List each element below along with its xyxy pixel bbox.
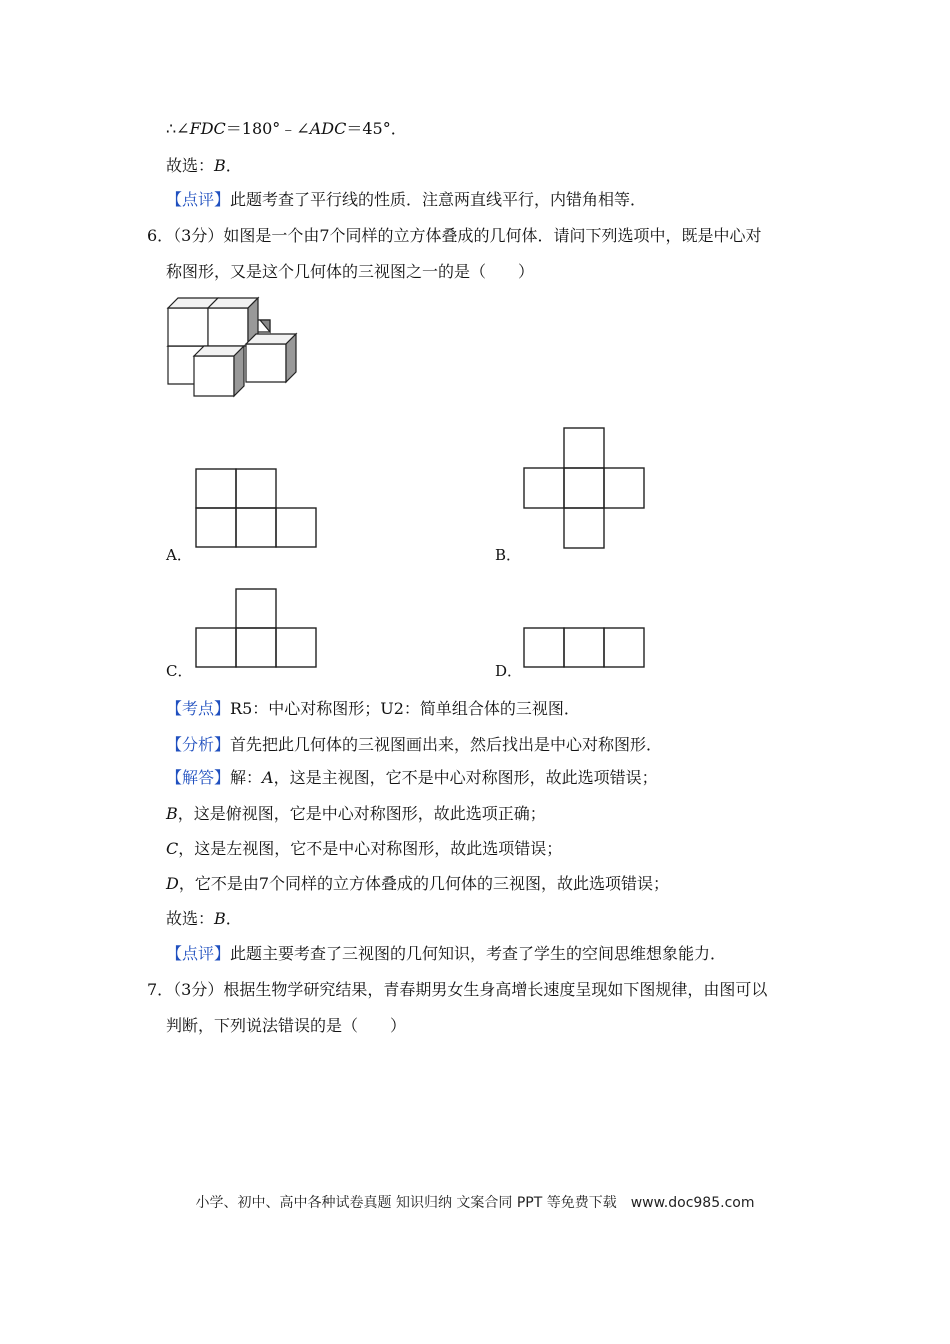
review-tag: 【点评】: [166, 190, 231, 209]
fenxi-tag: 【分析】: [166, 735, 231, 754]
option-d-figure: [523, 626, 647, 670]
q7-stem-line1: 7．（3分）根据生物学研究结果，青春期男女生身高增长速度呈现如下图规律，由图可以: [147, 980, 768, 999]
conclusion-line: ∴∠FDC＝180°﹣∠ADC＝45°．: [166, 119, 407, 138]
q7-stem-line2: 判断，下列说法错误的是（ ）: [166, 1016, 407, 1035]
q6-stem-line2: 称图形，又是这个几何体的三视图之一的是（ ）: [166, 262, 535, 281]
cube-stack-figure: [164, 292, 304, 400]
kaodian-tag: 【考点】: [166, 699, 231, 718]
fenxi-line: 【分析】首先把此几何体的三视图画出来，然后找出是中心对称图形．: [166, 735, 663, 754]
option-b-figure: [523, 427, 647, 551]
q6-answer: 故选：B．: [166, 909, 242, 928]
jieda-line2: B，这是俯视图，它是中心对称图形，故此选项正确；: [166, 804, 546, 823]
q6-review: 【点评】此题主要考查了三视图的几何知识，考查了学生的空间思维想象能力．: [166, 944, 727, 963]
prev-review: 【点评】此题考查了平行线的性质．注意两直线平行，内错角相等．: [166, 190, 647, 209]
option-a-figure: [195, 467, 319, 551]
option-c-label[interactable]: C．: [166, 662, 193, 680]
jieda-line4: D，它不是由7个同样的立方体叠成的几何体的三视图，故此选项错误；: [166, 874, 670, 893]
jieda-line3: C，这是左视图，它不是中心对称图形，故此选项错误；: [166, 839, 563, 858]
option-d-label[interactable]: D．: [495, 662, 523, 680]
option-c-figure: [195, 587, 319, 671]
page-footer: 小学、初中、高中各种试卷真题 知识归纳 文案合同 PPT 等免费下载 www.doc985.com: [195, 1195, 755, 1211]
q6-stem-line1: 6．（3分）如图是一个由7个同样的立方体叠成的几何体．请问下列选项中，既是中心对: [147, 226, 762, 245]
option-b-label[interactable]: B．: [495, 546, 522, 564]
prev-answer: 故选：B．: [166, 156, 242, 175]
jieda-line1: 【解答】解：A，这是主视图，它不是中心对称图形，故此选项错误；: [166, 768, 658, 787]
kaodian-line: 【考点】R5：中心对称图形；U2：简单组合体的三视图．: [166, 699, 580, 718]
review-tag: 【点评】: [166, 944, 231, 963]
option-a-label[interactable]: A．: [166, 546, 192, 564]
jieda-tag: 【解答】: [166, 768, 231, 787]
